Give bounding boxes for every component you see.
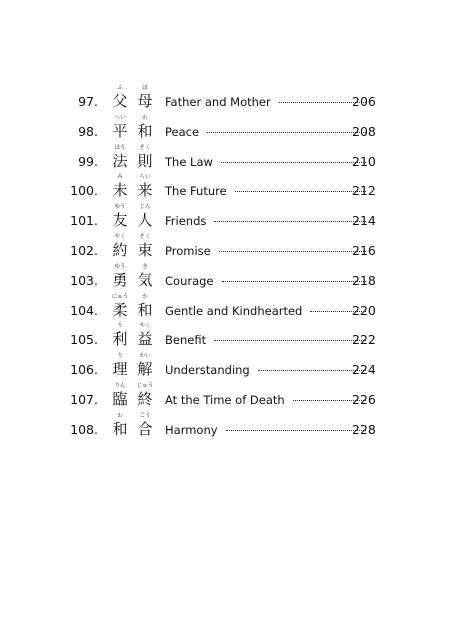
dot-leader (214, 221, 366, 222)
kanji-title (108, 174, 158, 204)
kanji-character: 束 (137, 240, 153, 259)
kanji-with-ruby (108, 294, 132, 319)
kanji-with-ruby (108, 353, 132, 378)
chapter-number: 107. (70, 391, 98, 407)
kanji-character: 則 (137, 151, 153, 170)
chapter-title-text: Father and Mother (165, 95, 271, 109)
kanji-character: 解 (137, 360, 153, 379)
chapter-title (165, 304, 372, 318)
kanji-character: 理 (112, 360, 128, 379)
dot-leader (221, 162, 366, 163)
chapter-title (165, 244, 372, 258)
toc-entry[interactable] (0, 294, 450, 324)
furigana-reading: み (117, 174, 123, 181)
toc-entry[interactable] (0, 234, 450, 264)
kanji-title (108, 353, 158, 383)
dot-leader (222, 281, 366, 282)
page-number: 224 (352, 362, 376, 378)
kanji-with-ruby (108, 204, 132, 229)
kanji-character: 終 (137, 389, 153, 408)
kanji-with-ruby (133, 353, 157, 378)
chapter-number: 108. (70, 421, 98, 437)
toc-entry[interactable] (0, 413, 450, 443)
toc-entry[interactable] (0, 383, 450, 413)
furigana-reading: やく (139, 323, 151, 330)
kanji-with-ruby (133, 234, 157, 259)
kanji-title (108, 145, 158, 175)
chapter-title-text: The Law (165, 154, 213, 169)
kanji-character: 和 (112, 419, 128, 438)
kanji-with-ruby (133, 174, 157, 199)
page-number: 222 (352, 332, 376, 348)
toc-entry[interactable] (0, 85, 450, 115)
kanji-character: 臨 (112, 389, 128, 408)
chapter-number: 100. (70, 183, 98, 199)
toc-entry[interactable] (0, 204, 450, 234)
chapter-number: 99. (78, 153, 98, 169)
chapter-title-text: Harmony (165, 422, 218, 437)
kanji-character: 合 (137, 419, 153, 438)
furigana-reading: り (117, 353, 123, 360)
kanji-with-ruby (108, 85, 132, 110)
kanji-title (108, 234, 158, 264)
furigana-reading: わ (142, 293, 148, 300)
kanji-character: 利 (112, 330, 128, 349)
chapter-title-text: Gentle and Kindhearted (165, 303, 303, 318)
kanji-character: 母 (137, 92, 153, 110)
kanji-with-ruby (108, 383, 132, 408)
kanji-with-ruby (133, 204, 157, 229)
chapter-number: 106. (70, 362, 98, 378)
chapter-title-text: Understanding (165, 363, 250, 378)
toc-entry[interactable] (0, 353, 450, 383)
furigana-reading: り (117, 323, 123, 330)
kanji-with-ruby (108, 145, 132, 170)
chapter-title-text: Benefit (165, 333, 207, 348)
chapter-title-text: The Future (165, 184, 227, 199)
chapter-title (165, 333, 372, 347)
page-number: 216 (352, 242, 376, 258)
furigana-reading: ふ (117, 85, 123, 91)
dot-leader (207, 132, 366, 133)
chapter-title-text: Promise (165, 243, 211, 258)
kanji-with-ruby (108, 413, 132, 438)
furigana-reading: らい (139, 174, 151, 181)
kanji-with-ruby (108, 115, 132, 140)
kanji-with-ruby (133, 264, 157, 289)
furigana-reading: ゆう (114, 204, 126, 211)
chapter-title (165, 125, 372, 139)
chapter-number: 101. (70, 213, 98, 229)
chapter-title (165, 184, 372, 198)
kanji-with-ruby (133, 323, 157, 348)
chapter-title-text: Courage (165, 273, 214, 288)
chapter-number: 102. (70, 242, 98, 258)
chapter-title (165, 393, 372, 407)
chapter-title (165, 363, 372, 377)
page-number: 226 (352, 391, 376, 407)
furigana-reading: ぼ (142, 85, 148, 91)
chapter-title-text: At the Time of Death (165, 392, 285, 407)
chapter-number: 105. (70, 332, 98, 348)
page-number: 212 (352, 183, 376, 199)
chapter-title-text: Friends (165, 214, 207, 229)
dot-leader (235, 191, 366, 192)
furigana-reading: き (142, 263, 148, 270)
chapter-title-text: Peace (165, 124, 200, 139)
kanji-character: 柔 (112, 300, 128, 319)
chapter-title (165, 274, 372, 288)
kanji-character: 勇 (112, 270, 128, 289)
kanji-with-ruby (133, 383, 157, 408)
page-number: 220 (352, 302, 376, 318)
toc-entry[interactable] (0, 264, 450, 294)
page-number: 210 (352, 153, 376, 169)
toc-entry[interactable] (0, 145, 450, 175)
toc-entry[interactable] (0, 323, 450, 353)
chapter-title (165, 95, 372, 109)
chapter-title (165, 423, 372, 437)
chapter-number: 98. (78, 123, 98, 139)
kanji-with-ruby (133, 85, 157, 110)
toc-entry[interactable] (0, 174, 450, 204)
kanji-with-ruby (108, 264, 132, 289)
furigana-reading: じん (139, 204, 151, 211)
kanji-character: 友 (112, 211, 128, 230)
page-number: 228 (352, 421, 376, 437)
kanji-character: 約 (112, 240, 128, 259)
kanji-title (108, 323, 158, 353)
chapter-number: 97. (78, 94, 98, 109)
kanji-with-ruby (133, 115, 157, 140)
kanji-character: 人 (137, 211, 153, 230)
toc-entry[interactable] (0, 115, 450, 145)
page-number: 214 (352, 213, 376, 229)
dot-leader (214, 340, 366, 341)
kanji-character: 来 (137, 181, 153, 200)
furigana-reading: そく (139, 144, 151, 151)
kanji-title (108, 264, 158, 294)
kanji-title (108, 413, 158, 443)
kanji-character: 和 (137, 300, 153, 319)
chapter-number: 103. (70, 272, 98, 288)
furigana-reading: ごう (139, 412, 151, 419)
furigana-reading: かい (139, 353, 151, 360)
furigana-reading: りん (114, 382, 126, 389)
kanji-title (108, 204, 158, 234)
furigana-reading: ゆう (114, 263, 126, 270)
furigana-reading: ほう (114, 144, 126, 151)
dot-leader (226, 430, 366, 431)
kanji-with-ruby (108, 174, 132, 199)
chapter-title (165, 155, 372, 169)
page-number: 208 (352, 123, 376, 139)
furigana-reading: へい (114, 114, 126, 121)
kanji-with-ruby (108, 323, 132, 348)
furigana-reading: にゅう (111, 293, 129, 300)
kanji-title (108, 383, 158, 413)
furigana-reading: そく (139, 233, 151, 240)
kanji-character: 益 (137, 330, 153, 349)
furigana-reading: じゅう (136, 382, 154, 389)
kanji-character: 和 (137, 121, 153, 140)
page-number: 218 (352, 272, 376, 288)
dot-leader (258, 370, 366, 371)
kanji-character: 法 (112, 151, 128, 170)
furigana-reading: わ (142, 114, 148, 121)
kanji-character: 気 (137, 270, 153, 289)
page-number: 206 (352, 94, 376, 109)
kanji-character: 未 (112, 181, 128, 200)
kanji-character: 平 (112, 121, 128, 140)
kanji-title (108, 85, 158, 115)
chapter-title (165, 214, 372, 228)
kanji-with-ruby (133, 294, 157, 319)
furigana-reading: やく (114, 233, 126, 240)
dot-leader (219, 251, 366, 252)
table-of-contents (0, 85, 450, 443)
chapter-number: 104. (70, 302, 98, 318)
kanji-title (108, 115, 158, 145)
kanji-with-ruby (133, 145, 157, 170)
kanji-title (108, 294, 158, 324)
kanji-with-ruby (133, 413, 157, 438)
kanji-character: 父 (112, 92, 128, 110)
furigana-reading: わ (117, 412, 123, 419)
kanji-with-ruby (108, 234, 132, 259)
